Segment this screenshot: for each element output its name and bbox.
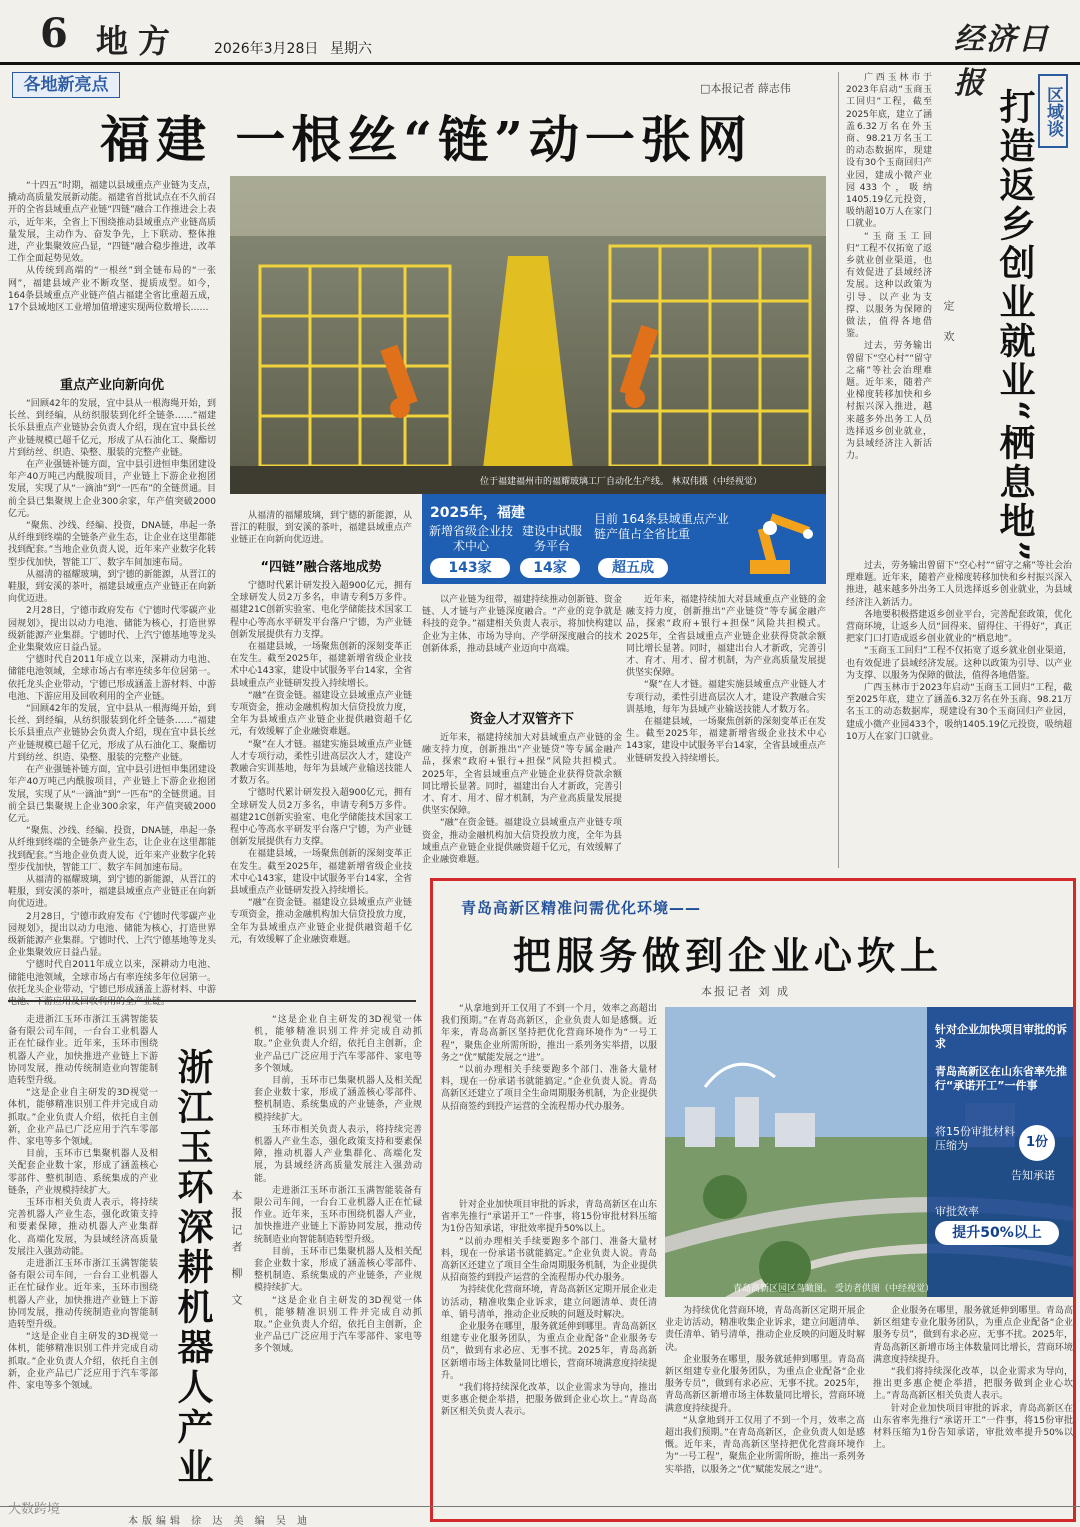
- paragraph: “我们将持续深化改革，以企业需求为导向，推出更多惠企便企举措，把服务做到企业心坎上。”青岛高新区相关负责人表示。: [873, 1367, 1073, 1402]
- fujian-stats-banner: [422, 494, 826, 584]
- info-line-1: 针对企业加快项目审批的诉求: [935, 1023, 1067, 1050]
- paragraph: 在福建县域，一场聚焦创新的深刻变革正在发生。截至2025年，福建新增省级企业技术中心143家，建设中试服务平台14家，全省县域重点产业链研发投入持续增长。: [230, 849, 412, 897]
- qingdao-subtitle: 青岛高新区精准问需优化环境——: [461, 899, 702, 917]
- paragraph: 宁德时代累计研发投入超900亿元，拥有全球研发人员2万多名，申请专利5万多件。福建21C创新实验室、电化学储能技术国家工程中心等高水平研发平台落户宁德，为产业链创新发展提供有力支撑。: [230, 581, 412, 640]
- paragraph: “聚焦、沙线、经编、投资，DNA链，串起一条从纤维到终端的全链条产业生态，让企业在这里都能找到配套。”当地企业负责人说，近年来产业数字化转型步伐加快，智能工厂、数字车间加速布局。: [8, 521, 216, 568]
- qingdao-photo-caption: 青岛高新区园区鸟瞰图。 受访者供图（中经视觉）: [733, 1284, 934, 1294]
- paragraph: 针对企业加快项目审批的诉求，青岛高新区在山东省率先推行“承诺开工”一件事，将15份审批材料压缩为1份告知承诺，审批效率提升50%以上。: [873, 1403, 1073, 1451]
- paragraph: “聚”在人才链。福建实施县域重点产业链人才专项行动，柔性引进高层次人才，建设产教融合实训基地，每年为县域产业输送技能人才数万名。: [626, 680, 826, 715]
- paragraph: “从拿地到开工仅用了不到一个月，效率之高超出我们预期。”在青岛高新区，企业负责人如是感慨。近年来，青岛高新区坚持把优化营商环境作为“一号工程”，聚焦企业所需所盼，推出一系列务实举措，以服务之“优”赋能发展之“进”。: [441, 1004, 657, 1063]
- paragraph: 从传统到高端的“一根丝”到全链布局的“一张网”，福建县域产业不断攻坚、提质成型。如今，164条县域重点产业链产值占福建全省比重超五成，17个县域地区工业增加值增速实现两位数增长……: [8, 266, 216, 314]
- issue-weekday: 星期六: [330, 41, 372, 57]
- paragraph: 广西玉林市于2023年启动“玉商玉工回归”工程，截至2025年底，建立了涵盖6.32万名在外玉商、98.21万名玉工的动态数据库，现建设有30个玉商回归产业园，建成小微产业园433个，吸纳1405.19亿元投资，吸纳超10万人在家门口就业。: [846, 683, 1072, 742]
- paragraph: 在产业强链补链方面，宜中县引进恒申集团建设年产40万吨己内酰胺项目，产业链上下游企业抱团发展，实现了从“一滴油”到“一匹布”的全链贯通。目前全县已集聚规上企业300余家，年产值突破2000亿元。: [8, 460, 216, 519]
- banner-item-2-value: 14家: [520, 558, 580, 578]
- zhejiang-headline: 浙江玉环深耕机器人产业: [172, 1048, 214, 1488]
- fujian-subhead-2: “四链”融合落地成势: [260, 560, 382, 575]
- regional-text-bottom: [846, 560, 1072, 870]
- paragraph: “融”在资金链。福建设立县域重点产业链专项资金，推动金融机构加大信贷投放力度，全年为县域重点产业链企业提供融资超千亿元，有效缓解了企业融资难题。: [230, 898, 412, 945]
- qingdao-byline: 本报记者 刘 成: [701, 985, 790, 998]
- paragraph: “玉商玉工回归”工程不仅拓宽了返乡就业创业渠道，也有效促进了县域经济发展。这种以政策为引导、以产业为支撑、以服务为保障的做法，值得各地借鉴。: [846, 646, 1072, 681]
- qingdao-column-c: [873, 1305, 1073, 1517]
- paragraph: 玉环市相关负责人表示，将持续完善机器人产业生态，强化政策支持和要素保障，推动机器人产业集群化、高端化发展，为县域经济高质量发展注入强劲动能。: [8, 1198, 158, 1257]
- page-editor-credits: 本版编辑 徐 达 美 编 吴 迪: [128, 1516, 312, 1527]
- banner-year: 2025年，福建: [430, 505, 525, 521]
- paragraph: “回顾42年的发展，宜中县从一根海绳开始，到长丝、到经编，从纺织服装到化纤全链条……”福建长乐县重点产业链协会负责人介绍，现在宜中县长丝产业链规模已超千亿元，形成了从石油化工、聚酯切片到纺丝、织造、染整、服装的完整产业链。: [8, 704, 216, 763]
- qingdao-article-box: [430, 878, 1076, 1522]
- paragraph: 从福清的福耀玻璃，到宁德的新能源，从晋江的鞋服，到安溪的茶叶，福建县域重点产业链正在向新向优迈进。: [230, 511, 412, 546]
- info-value-1: 1份: [1019, 1125, 1055, 1161]
- paragraph: 走进浙江玉环市浙江玉满智能装备有限公司车间，一台台工业机器人正在忙碌作业。近年来，玉环市围绕机器人产业，加快推进产业链上下游协同发展，推动传统制造业向智能制造转型升级。: [254, 1185, 422, 1245]
- zhejiang-column-b: [254, 1014, 422, 1504]
- regional-text-top: [846, 72, 932, 558]
- paragraph: 2月28日，宁德市政府发布《宁德时代零碳产业园规划》，提出以动力电池、储能为核心，打造世界级新能源产业集群。宁德时代、上汽宁德基地等龙头企业集聚效应日益凸显。: [8, 606, 216, 654]
- fujian-bottom-rule: [8, 1000, 416, 1002]
- banner-item-1-value: 143家: [430, 558, 510, 578]
- page-number: 6: [40, 10, 68, 57]
- factory-photo: [230, 176, 826, 494]
- qingdao-column-b: [665, 1305, 865, 1517]
- qingdao-column-a: [441, 1199, 657, 1517]
- issue-date: 2026年3月28日: [214, 41, 319, 57]
- paragraph: “这是企业自主研发的3D视觉一体机，能够精准识别工件并完成自动抓取。”企业负责人介绍，依托自主创新，企业产品已广泛应用于汽车零部件、家电等多个领域。: [254, 1295, 422, 1355]
- paragraph: “聚焦、沙线、经编、投资，DNA链，串起一条从纤维到终端的全链条产业生态，让企业在这里都能找到配套。”当地企业负责人说，近年来产业数字化转型步伐加快，智能工厂、数字车间加速布局。: [8, 826, 216, 873]
- banner-item-3-value: 超五成: [598, 558, 668, 578]
- paragraph: “我们将持续深化改革，以企业需求为导向，推出更多惠企便企举措，把服务做到企业心坎上。”青岛高新区相关负责人表示。: [441, 1383, 657, 1418]
- paragraph: 在产业强链补链方面，宜中县引进恒申集团建设年产40万吨己内酰胺项目，产业链上下游企业抱团发展，实现了从“一滴油”到“一匹布”的全链贯通。目前全县已集聚规上企业300余家，年产值突破2000亿元。: [8, 765, 216, 824]
- info-value-2: 提升50%以上: [935, 1221, 1059, 1245]
- fujian-headline: 福建 一根丝“链”动一张网: [100, 110, 753, 169]
- paragraph: 企业服务在哪里，服务就延伸到哪里。青岛高新区组建专业化服务团队，为重点企业配备“企业服务专员”，做到有求必应、无事不扰。2025年，青岛高新区新增市场主体数量同比增长，营商环境满意度持续提升。: [873, 1306, 1073, 1365]
- info-line-4: 告知承诺: [1011, 1169, 1055, 1182]
- paragraph: “聚”在人才链。福建实施县域重点产业链人才专项行动，柔性引进高层次人才，建设产教融合实训基地，每年为县域产业输送技能人才数万名。: [230, 739, 412, 787]
- paragraph: 2月28日，宁德市政府发布《宁德时代零碳产业园规划》，提出以动力电池、储能为核心，打造世界级新能源产业集群。宁德时代、上汽宁德基地等龙头企业集聚效应日益凸显。: [8, 911, 216, 959]
- info-line-5: 审批效率: [935, 1205, 979, 1218]
- fujian-subhead-1: 重点产业向新向优: [59, 378, 164, 393]
- paragraph: 目前，玉环市已集聚机器人及相关配套企业数十家，形成了涵盖核心零部件、整机制造、系统集成的产业链条，产业规模持续扩大。: [254, 1246, 422, 1294]
- paragraph: 宁德时代自2011年成立以来，深耕动力电池、储能电池领域，全球市场占有率连续多年位居第一。依托龙头企业带动，宁德已形成涵盖上游材料、中游电池、下游应用及回收利用的全产业链。: [8, 655, 216, 702]
- region-column-tag: 区域谈: [1038, 74, 1068, 148]
- paragraph: “玉商玉工回归”工程不仅拓宽了返乡就业创业渠道，也有效促进了县域经济发展。这种以政策为引导、以产业为支撑、以服务为保障的做法，值得各地借鉴。: [846, 231, 932, 340]
- paragraph: 走进浙江玉环市浙江玉满智能装备有限公司车间，一台台工业机器人正在忙碌作业。近年来，玉环市围绕机器人产业，加快推进产业链上下游协同发展，推动传统制造业向智能制造转型升级。: [8, 1259, 158, 1331]
- fujian-subhead-3: 资金人才双管齐下: [469, 712, 574, 727]
- paragraph: 在福建县域，一场聚焦创新的深刻变革正在发生。截至2025年，福建新增省级企业技术中心143家，建设中试服务平台14家，全省县域重点产业链研发投入持续增长。: [230, 642, 412, 689]
- paragraph: 从福清的福耀玻璃，到宁德的新能源，从晋江的鞋服，到安溪的茶叶，福建县域重点产业链正在向新向优迈进。: [8, 874, 216, 910]
- paragraph: 近年来，福建持续加大对县域重点产业链的金融支持力度，创新推出“产业链贷”等专属金融产品，探索“政府+银行+担保”风险共担模式。2025年，全省县域重点产业链企业获得贷款余额同比增长显著。同时，福建出台人才新政，完善引才、育才、用才、留才机制，为产业高质量发展提供坚实保障。: [626, 595, 826, 679]
- paragraph: 针对企业加快项目审批的诉求，青岛高新区在山东省率先推行“承诺开工”一件事，将15份审批材料压缩为1份告知承诺，审批效率提升50%以上。: [441, 1200, 657, 1235]
- paragraph: 宁德时代累计研发投入超900亿元，拥有全球研发人员2万多名，申请专利5万多件。福建21C创新实验室、电化学储能技术国家工程中心等高水平研发平台落户宁德，为产业链创新发展提供有力支撑。: [230, 788, 412, 848]
- photo-caption: 位于福建福州市的福耀玻璃工厂自动化生产线。 林双伟摄（中经视觉）: [480, 477, 762, 487]
- section-name: 地方: [96, 22, 181, 60]
- paragraph: 为持续优化营商环境，青岛高新区定期开展企业走访活动，精准收集企业诉求，建立问题清单、责任清单、销号清单，推动企业反映的问题及时解决。: [441, 1285, 657, 1320]
- regional-author: 定 欢: [942, 300, 955, 350]
- paragraph: 目前，玉环市已集聚机器人及相关配套企业数十家，形成了涵盖核心零部件、整机制造、系统集成的产业链条，产业规模持续扩大。: [254, 1076, 422, 1123]
- footer-rule: [0, 1506, 1080, 1507]
- qingdao-photo: [665, 1007, 1073, 1297]
- paper-logo: 经济日报: [954, 22, 1050, 101]
- masthead-rule: [0, 62, 1080, 65]
- paragraph: 过去，劳务输出曾留下“空心村”“留守之痛”等社会治理难题。近年来，随着产业梯度转移加快和乡村振兴深入推进，越来越多外出务工人员选择返乡创业就业，为县域经济注入新活力。: [846, 341, 932, 462]
- paragraph: 从福清的福耀玻璃，到宁德的新能源，从晋江的鞋服，到安溪的茶叶，福建县域重点产业链正在向新向优迈进。: [8, 569, 216, 605]
- paragraph: “回顾42年的发展，宜中县从一根海绳开始，到长丝、到经编，从纺织服装到化纤全链条……”福建长乐县重点产业链协会负责人介绍，现在宜中县长丝产业链规模已超千亿元，形成了从石油化工、聚酯切片到纺丝、织造、染整、服装的完整产业链。: [8, 399, 216, 458]
- banner-item-2-label: 建设中试服务平台: [521, 524, 582, 553]
- paragraph: 近年来，福建持续加大对县域重点产业链的金融支持力度，创新推出“产业链贷”等专属金融产品，探索“政府+银行+担保”风险共担模式。2025年，全省县域重点产业链企业获得贷款余额同比增长显著。同时，福建出台人才新政，完善引才、育才、用才、留才机制，为产业高质量发展提供坚实保障。: [422, 733, 622, 817]
- paragraph: 为持续优化营商环境，青岛高新区定期开展企业走访活动，精准收集企业诉求，建立问题清单、责任清单、销号清单，推动企业反映的问题及时解决。: [665, 1306, 865, 1353]
- column-tag: 各地新亮点: [12, 72, 120, 98]
- paragraph: “以前办理相关手续要跑多个部门、准备大量材料，现在一份承诺书就能搞定。”企业负责人说。青岛高新区还建立了项目全生命周期服务机制，为企业提供从招商签约到投产运营的全流程帮办代办服务。: [441, 1065, 657, 1112]
- qingdao-headline: 把服务做到企业心坎上: [513, 933, 944, 978]
- paragraph: “融”在资金链。福建设立县域重点产业链专项资金，推动金融机构加大信贷投放力度，全年为县域重点产业链企业提供融资超千亿元，有效缓解了企业融资难题。: [422, 818, 622, 866]
- fujian-column-b-top: [230, 510, 412, 550]
- qingdao-text-top: [441, 1003, 657, 1193]
- paragraph: 走进浙江玉环市浙江玉满智能装备有限公司车间，一台台工业机器人正在忙碌作业。近年来，玉环市围绕机器人产业，加快推进产业链上下游协同发展，推动传统制造业向智能制造转型升级。: [8, 1015, 158, 1087]
- paragraph: 在福建县域，一场聚焦创新的深刻变革正在发生。截至2025年，福建新增省级企业技术中心143家，建设中试服务平台14家，全省县域重点产业链研发投入持续增长。: [626, 717, 826, 764]
- paragraph: 以产业链为纽带，福建持续推动创新链、资金链、人才链与产业链深度融合。“产业的竞争就是科技的竞争。”福建相关负责人表示，将加快构建以企业为主体、市场为导向、产学研深度融合的技术创新体系，推动县域产业迈向中高端。: [422, 595, 622, 654]
- banner-item-3-label: 目前 164条县域重点产业链产值占全省比重: [594, 512, 729, 541]
- robot-arm-icon: [740, 498, 824, 582]
- paragraph: “融”在资金链。福建设立县域重点产业链专项资金，推动金融机构加大信贷投放力度，全年为县域重点产业链企业提供融资超千亿元，有效缓解了企业融资难题。: [230, 690, 412, 738]
- paragraph: 企业服务在哪里，服务就延伸到哪里。青岛高新区组建专业化服务团队，为重点企业配备“企业服务专员”，做到有求必应、无事不扰。2025年，青岛高新区新增市场主体数量同比增长，营商环境满意度持续提升。: [441, 1322, 657, 1381]
- zhejiang-author: 本报记者 柳 文: [230, 1190, 243, 1311]
- paragraph: 目前，玉环市已集聚机器人及相关配套企业数十家，形成了涵盖核心零部件、整机制造、系统集成的产业链条，产业规模持续扩大。: [8, 1149, 158, 1196]
- banner-item-1-label: 新增省级企业技术中心: [428, 524, 513, 553]
- fujian-byline: □本报记者 薛志伟: [700, 82, 791, 95]
- qingdao-info-panel: [927, 1007, 1073, 1297]
- paragraph: 广西玉林市于2023年启动“玉商玉工回归”工程，截至2025年底，建立了涵盖6.32万名在外玉商、98.21万名玉工的动态数据库，现建设有30个玉商回归产业园，建成小微产业园433个，吸纳1405.19亿元投资，吸纳超10万人在家门口就业。: [846, 73, 932, 230]
- paragraph: 宁德时代自2011年成立以来，深耕动力电池、储能电池领域，全球市场占有率连续多年位居第一。依托龙头企业带动，宁德已形成涵盖上游材料、中游: [8, 960, 216, 995]
- info-line-2: 青岛高新区在山东省率先推行“承诺开工”一件事: [935, 1065, 1067, 1092]
- paragraph: 过去，劳务输出曾留下“空心村”“留守之痛”等社会治理难题。近年来，随着产业梯度转移加快和乡村振兴深入推进，越来越多外出务工人员选择返乡创业就业，为县域经济注入新活力。: [846, 561, 1072, 608]
- column-divider: [838, 72, 839, 868]
- fujian-column-d: [626, 594, 826, 872]
- fujian-column-c-top: [422, 594, 622, 700]
- zhejiang-column-a: [8, 1014, 158, 1504]
- fujian-column-c: [422, 732, 622, 872]
- fujian-column-b: [230, 580, 412, 998]
- paragraph: “以前办理相关手续要跑多个部门、准备大量材料，现在一份承诺书就能搞定。”企业负责人说。青岛高新区还建立了项目全生命周期服务机制，为企业提供从招商签约到投产运营的全流程帮办代办服务。: [441, 1236, 657, 1284]
- info-line-3: 将15份审批材料压缩为: [935, 1125, 1015, 1152]
- paragraph: “十四五”时期，福建以县域重点产业链为支点，撬动高质量发展新动能。福建省首批试点在不久前召开的全省县域重点产业链“四链”融合工作推进会上表示，近年来，全省上下围绕推动县域重点产业链高质量发展，主动作为、奋发争先，上下联动、整体推进，产业集聚效应凸显，“四链”融合稳步推进，改革工作全面起势见效。: [8, 181, 216, 265]
- paragraph: “这是企业自主研发的3D视觉一体机，能够精准识别工件并完成自动抓取。”企业负责人介绍，依托自主创新，企业产品已广泛应用于汽车零部件、家电等多个领域。: [8, 1332, 158, 1392]
- paragraph: 玉环市相关负责人表示，将持续完善机器人产业生态，强化政策支持和要素保障，推动机器人产业集群化、高端化发展，为县域经济高质量发展注入强劲动能。: [254, 1124, 422, 1184]
- factory-photo-art: [230, 176, 826, 494]
- regional-headline: 打造返乡创业就业“栖息地”: [994, 88, 1036, 565]
- paragraph: 企业服务在哪里，服务就延伸到哪里。青岛高新区组建专业化服务团队，为重点企业配备“企业服务专员”，做到有求必应、无事不扰。2025年，青岛高新区新增市场主体数量同比增长，营商环境满意度持续提升。: [665, 1354, 865, 1414]
- watermark: 大数跨境: [8, 1502, 61, 1517]
- paragraph: 各地要积极搭建返乡创业平台，完善配套政策，优化营商环境，让返乡人员“回得来、留得住、干得好”，真正把家门口打造成返乡创业就业的“栖息地”。: [846, 609, 1072, 645]
- fujian-intro: [8, 180, 216, 366]
- paragraph: “这是企业自主研发的3D视觉一体机，能够精准识别工件并完成自动抓取。”企业负责人介绍，依托自主创新，企业产品已广泛应用于汽车零部件、家电等多个领域。: [8, 1088, 158, 1148]
- paragraph: “这是企业自主研发的3D视觉一体机，能够精准识别工件并完成自动抓取。”企业负责人介绍，依托自主创新，企业产品已广泛应用于汽车零部件、家电等多个领域。: [254, 1015, 422, 1074]
- paragraph: “从拿地到开工仅用了不到一个月，效率之高超出我们预期。”在青岛高新区，企业负责人如是感慨。近年来，青岛高新区坚持把优化营商环境作为“一号工程”，聚焦企业所需所盼，推出一系列务实举措，以服务之“优”赋能发展之“进”。: [665, 1415, 865, 1475]
